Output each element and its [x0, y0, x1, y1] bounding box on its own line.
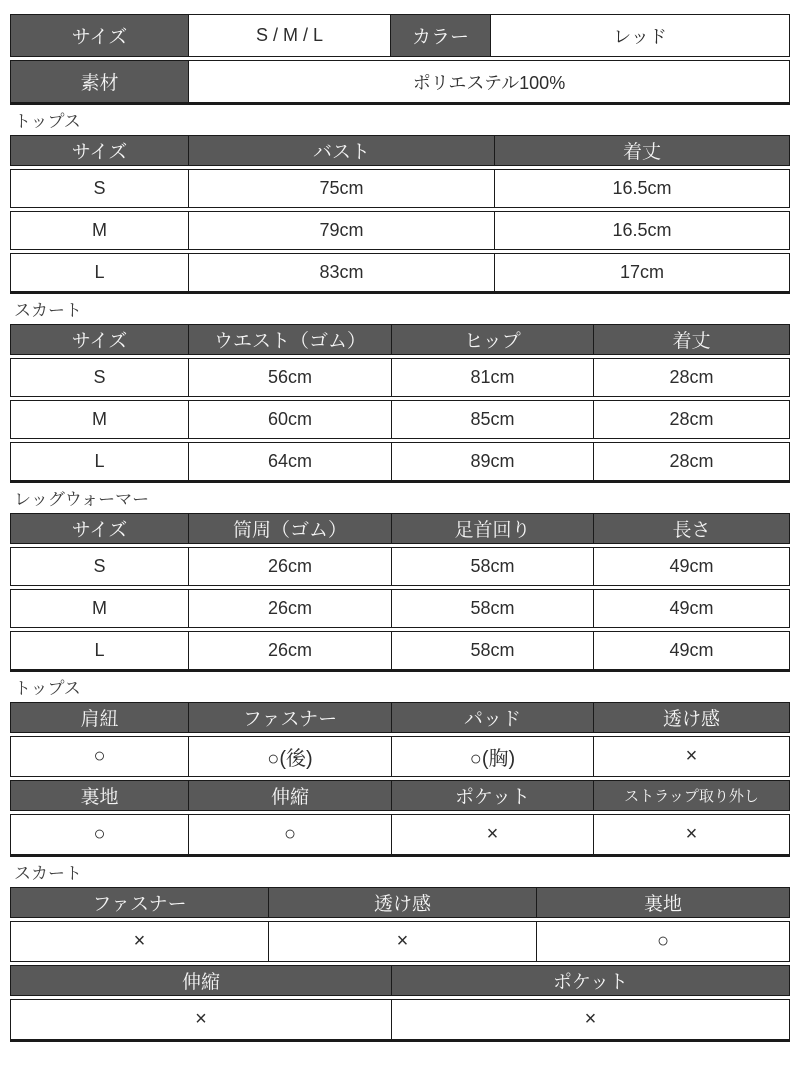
- header-cell: 伸縮: [11, 966, 392, 995]
- header-cell: ヒップ: [392, 325, 594, 354]
- feature-value-cell: ○: [11, 815, 189, 854]
- value-cell: 17cm: [619, 262, 664, 282]
- header-cell: ウエスト（ゴム）: [189, 325, 392, 354]
- feature-value-cell: ×: [685, 745, 698, 767]
- table-row: [10, 631, 790, 672]
- value-cell: 26cm: [189, 590, 392, 627]
- feature-header-row: [10, 702, 790, 733]
- value-cell: 58cm: [392, 590, 594, 627]
- header-cell: 裏地: [11, 781, 189, 810]
- header-cell: 筒周（ゴム）: [189, 514, 392, 543]
- feature-value-row: [10, 921, 790, 962]
- summary-table: [10, 14, 790, 105]
- value-cell: 28cm: [669, 451, 714, 471]
- value-cell: 58cm: [392, 632, 594, 669]
- header-cell: 着丈: [594, 325, 789, 354]
- feature-value-cell: ○(胸): [392, 737, 594, 776]
- color-label-cell: カラー: [391, 15, 491, 56]
- size-cell: S: [11, 548, 189, 585]
- value-cell: 16.5cm: [612, 220, 672, 240]
- header-cell: ポケット: [392, 966, 789, 995]
- header-cell: 着丈: [495, 136, 789, 165]
- header-cell: サイズ: [11, 325, 189, 354]
- value-cell: 64cm: [189, 443, 392, 480]
- feature-value-cell: ○: [189, 815, 392, 854]
- header-cell: 足首回り: [392, 514, 594, 543]
- header-cell: サイズ: [11, 136, 189, 165]
- feature-value-cell: ○: [656, 930, 670, 952]
- size-cell: S: [11, 359, 189, 396]
- skirt-feature-table: [10, 887, 790, 1042]
- value-cell: 26cm: [189, 632, 392, 669]
- feature-value-cell: ×: [584, 1008, 597, 1030]
- header-cell: ファスナー: [189, 703, 392, 732]
- section-title-legwarmer: レッグウォーマー: [14, 490, 150, 509]
- value-cell: 26cm: [189, 548, 392, 585]
- skirt-measurement-table: [10, 324, 790, 483]
- value-cell: 58cm: [392, 548, 594, 585]
- value-cell: 49cm: [669, 640, 714, 660]
- header-cell: 透け感: [594, 703, 789, 732]
- table-row: [10, 169, 790, 208]
- feature-value-cell: ○(後): [189, 737, 392, 776]
- table-row: [10, 253, 790, 294]
- size-cell: L: [11, 632, 189, 669]
- material-label-cell: 素材: [11, 61, 189, 102]
- header-cell: 裏地: [537, 888, 789, 917]
- value-cell: 83cm: [189, 254, 495, 291]
- value-cell: 89cm: [392, 443, 594, 480]
- size-cell: M: [11, 212, 189, 249]
- value-cell: 56cm: [189, 359, 392, 396]
- feature-value-row: [10, 999, 790, 1042]
- header-cell: バスト: [189, 136, 495, 165]
- feature-value-cell: ×: [11, 922, 269, 961]
- value-cell: 49cm: [669, 556, 714, 576]
- header-cell: 長さ: [594, 514, 789, 543]
- feature-value-cell: ×: [11, 1000, 392, 1039]
- legwarmer-header-row: [10, 513, 790, 544]
- feature-value-row: [10, 736, 790, 777]
- table-row: [10, 400, 790, 439]
- size-cell: L: [11, 443, 189, 480]
- size-value-cell: S / M / L: [189, 15, 391, 56]
- value-cell: 28cm: [669, 409, 714, 429]
- table-row: [10, 358, 790, 397]
- tops-measurement-table: [10, 135, 790, 294]
- value-cell: 49cm: [669, 598, 714, 618]
- header-cell: ストラップ取り外し: [594, 781, 789, 810]
- header-cell: パッド: [392, 703, 594, 732]
- header-cell: 透け感: [269, 888, 537, 917]
- feature-value-row: [10, 814, 790, 857]
- summary-row-size-color: [10, 14, 790, 57]
- size-cell: M: [11, 590, 189, 627]
- table-row: [10, 442, 790, 483]
- section-title-tops: トップス: [14, 112, 81, 131]
- value-cell: 75cm: [189, 170, 495, 207]
- table-row: [10, 589, 790, 628]
- header-cell: 伸縮: [189, 781, 392, 810]
- feature-value-cell: ○: [11, 737, 189, 776]
- feature-header-row: [10, 780, 790, 811]
- value-cell: 60cm: [189, 401, 392, 438]
- section-title-skirt: スカート: [14, 301, 82, 320]
- feature-header-row: [10, 887, 790, 918]
- value-cell: 79cm: [189, 212, 495, 249]
- section-title-skirt-features: スカート: [14, 864, 82, 883]
- header-cell: サイズ: [11, 514, 189, 543]
- feature-value-cell: ×: [685, 823, 698, 845]
- size-label-cell: サイズ: [11, 15, 189, 56]
- size-cell: M: [11, 401, 189, 438]
- material-value-cell: ポリエステル100%: [412, 72, 566, 93]
- value-cell: 16.5cm: [612, 178, 672, 198]
- size-cell: L: [11, 254, 189, 291]
- table-row: [10, 211, 790, 250]
- value-cell: 85cm: [392, 401, 594, 438]
- summary-row-material: [10, 60, 790, 105]
- size-cell: S: [11, 170, 189, 207]
- value-cell: 81cm: [392, 359, 594, 396]
- value-cell: 28cm: [669, 367, 714, 387]
- feature-value-cell: ×: [392, 815, 594, 854]
- table-row: [10, 547, 790, 586]
- header-cell: ファスナー: [11, 888, 269, 917]
- tops-feature-table: [10, 702, 790, 857]
- header-cell: ポケット: [392, 781, 594, 810]
- color-value-cell: レッド: [613, 26, 667, 47]
- feature-value-cell: ×: [269, 922, 537, 961]
- legwarmer-measurement-table: [10, 513, 790, 672]
- tops-header-row: [10, 135, 790, 166]
- section-title-tops-features: トップス: [14, 679, 81, 698]
- header-cell: 肩紐: [11, 703, 189, 732]
- skirt-header-row: [10, 324, 790, 355]
- feature-header-row: [10, 965, 790, 996]
